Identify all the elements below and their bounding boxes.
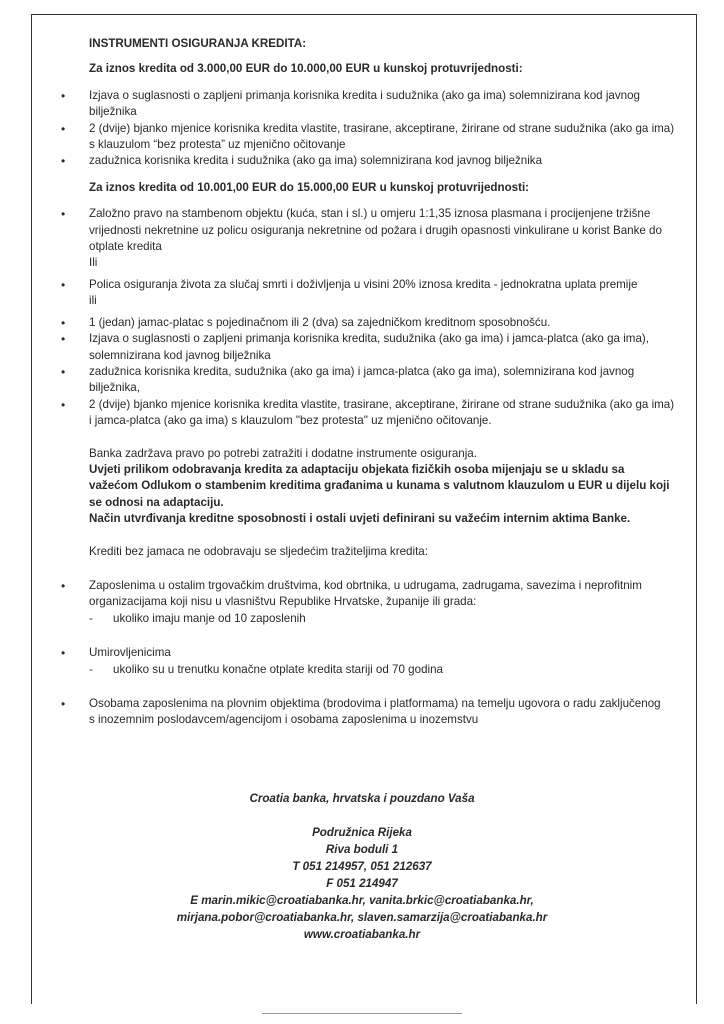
branch-address: Riva boduli 1 bbox=[325, 843, 399, 856]
list-item: • zadužnica korisnika kredita, sudužnika (ako ga ima) i jamca-platca (ako ga ima), solemnizirana kod javnog bilježnika, bbox=[57, 364, 689, 397]
document-body bbox=[57, 36, 689, 729]
exclusions-list-b bbox=[57, 645, 689, 661]
page-title: INSTRUMENTI OSIGURANJA KREDITA: bbox=[89, 37, 307, 50]
list-item: • Polica osiguranja života za slučaj smrti i doživljenja u visini 20% iznosa kredita - jednokratna uplata premije bbox=[57, 277, 689, 293]
branch-phone: T 051 214957, 051 212637 bbox=[292, 860, 432, 873]
branch-emails[interactable]: E marin.mikic@croatiabanka.hr, vanita.brkic@croatiabanka.hr, bbox=[190, 894, 534, 907]
list-item: • 1 (jedan) jamac-platac s pojedinačnom ili 2 (dva) sa zajedničkom kreditnom sposobnošću. bbox=[57, 315, 689, 331]
list-item: • Izjava o suglasnosti o zapljeni primanja korisnika kredita i sudužnika (ako ga ima) solemnizirana kod javnog bilježnika bbox=[57, 88, 689, 121]
exclusions-list-c bbox=[57, 696, 689, 729]
list-item: • Izjava o suglasnosti o zapljeni primanja korisnika kredita, sudužnika (ako ga ima) i jamca-platca (ako ga ima), solemnizirana kod javnog bilježnika bbox=[57, 331, 689, 364]
list-item: • Založno pravo na stambenom objektu (kuća, stan i sl.) u omjeru 1:1,35 iznosa plasmana i procijenjene tržišne vrijednosti nekretnine uz policu osiguranja nekretnine od požara i drugih opasnosti vinkulirane u korist Banke do otplate kredita bbox=[57, 206, 689, 255]
branch-emails-2[interactable]: mirjana.pobor@croatiabanka.hr, slaven.samarzija@croatiabanka.hr bbox=[176, 911, 548, 924]
list-subitem: - ukoliko imaju manje od 10 zaposlenih bbox=[57, 611, 689, 627]
section2-list-c bbox=[57, 315, 689, 430]
bank-slogan: Croatia banka, hrvatska i pouzdano Vaša bbox=[249, 792, 475, 805]
section1-list bbox=[57, 88, 689, 170]
branch-name: Podružnica Rijeka bbox=[312, 826, 412, 839]
page-edge-line bbox=[262, 1013, 462, 1014]
section1-title: Za iznos kredita od 3.000,00 EUR do 10.000,00 EUR u kunskoj protuvrijednosti: bbox=[89, 62, 523, 76]
list-item: • 2 (dvije) bjanko mjenice korisnika kredita vlastite, trasirane, akceptirane, žirirane od strane sudužnika (ako ga ima) i jamca-platca (ako ga ima) s klauzulom "bez protesta" uz mjenično očitovanje. bbox=[57, 397, 689, 430]
bank-website-link[interactable]: www.croatiabanka.hr bbox=[303, 928, 421, 941]
list-item: • zadužnica korisnika kredita i sudužnika (ako ga ima) solemnizirana kod javnog bilježnika bbox=[57, 153, 689, 169]
note-line: Banka zadržava pravo po potrebi zatražiti i dodatne instrumente osiguranja. bbox=[89, 446, 477, 460]
list-item: • Zaposlenima u ostalim trgovačkim društvima, kod obrtnika, u udrugama, zadrugama, savezima i neprofitnim organizacijama koji nisu u vlasništvu Republike Hrvatske, županije ili grada: bbox=[57, 578, 689, 611]
note-bold-adaptation: Uvjeti prilikom odobravanja kredita za adaptaciju objekata fizičkih osoba mijenjaju se u skladu sa važećom Odlukom o stambenim kreditima građanima u kunama s valutnom klauzulom u EUR u dijelu koji se odnosi na adaptaciju. bbox=[89, 462, 670, 509]
list-item: • 2 (dvije) bjanko mjenice korisnika kredita vlastite, trasirane, akceptirane, žirirane od strane sudužnika (ako ga ima) s klauzulom “bez protesta” uz mjenično očitovanje bbox=[57, 121, 689, 154]
note-bold-credit-ability: Način utvrđivanja kreditne sposobnosti i ostali uvjeti definirani su važećim internim aktima Banke. bbox=[89, 512, 631, 526]
branch-fax: F 051 214947 bbox=[326, 877, 398, 890]
no-guarantor-intro: Krediti bez jamaca ne odobravaju se sljedećim tražiteljima kredita: bbox=[89, 544, 428, 558]
or-label: ili bbox=[89, 294, 97, 308]
or-label: Ili bbox=[89, 256, 98, 270]
list-item: • Umirovljenicima bbox=[57, 645, 689, 661]
contact-footer bbox=[32, 790, 692, 943]
section2-list-b bbox=[57, 277, 689, 293]
exclusions-list bbox=[57, 578, 689, 611]
section2-list bbox=[57, 206, 689, 255]
list-item: • Osobama zaposlenima na plovnim objektima (brodovima i platformama) na temelju ugovora o radu zaključenog s inozemnim poslodavcem/agencijom i osobama zaposlenima u inozemstvu bbox=[57, 696, 689, 729]
section2-title: Za iznos kredita od 10.001,00 EUR do 15.000,00 EUR u kunskoj protuvrijednosti: bbox=[89, 180, 530, 194]
list-subitem: - ukoliko su u trenutku konačne otplate kredita stariji od 70 godina bbox=[57, 662, 689, 678]
